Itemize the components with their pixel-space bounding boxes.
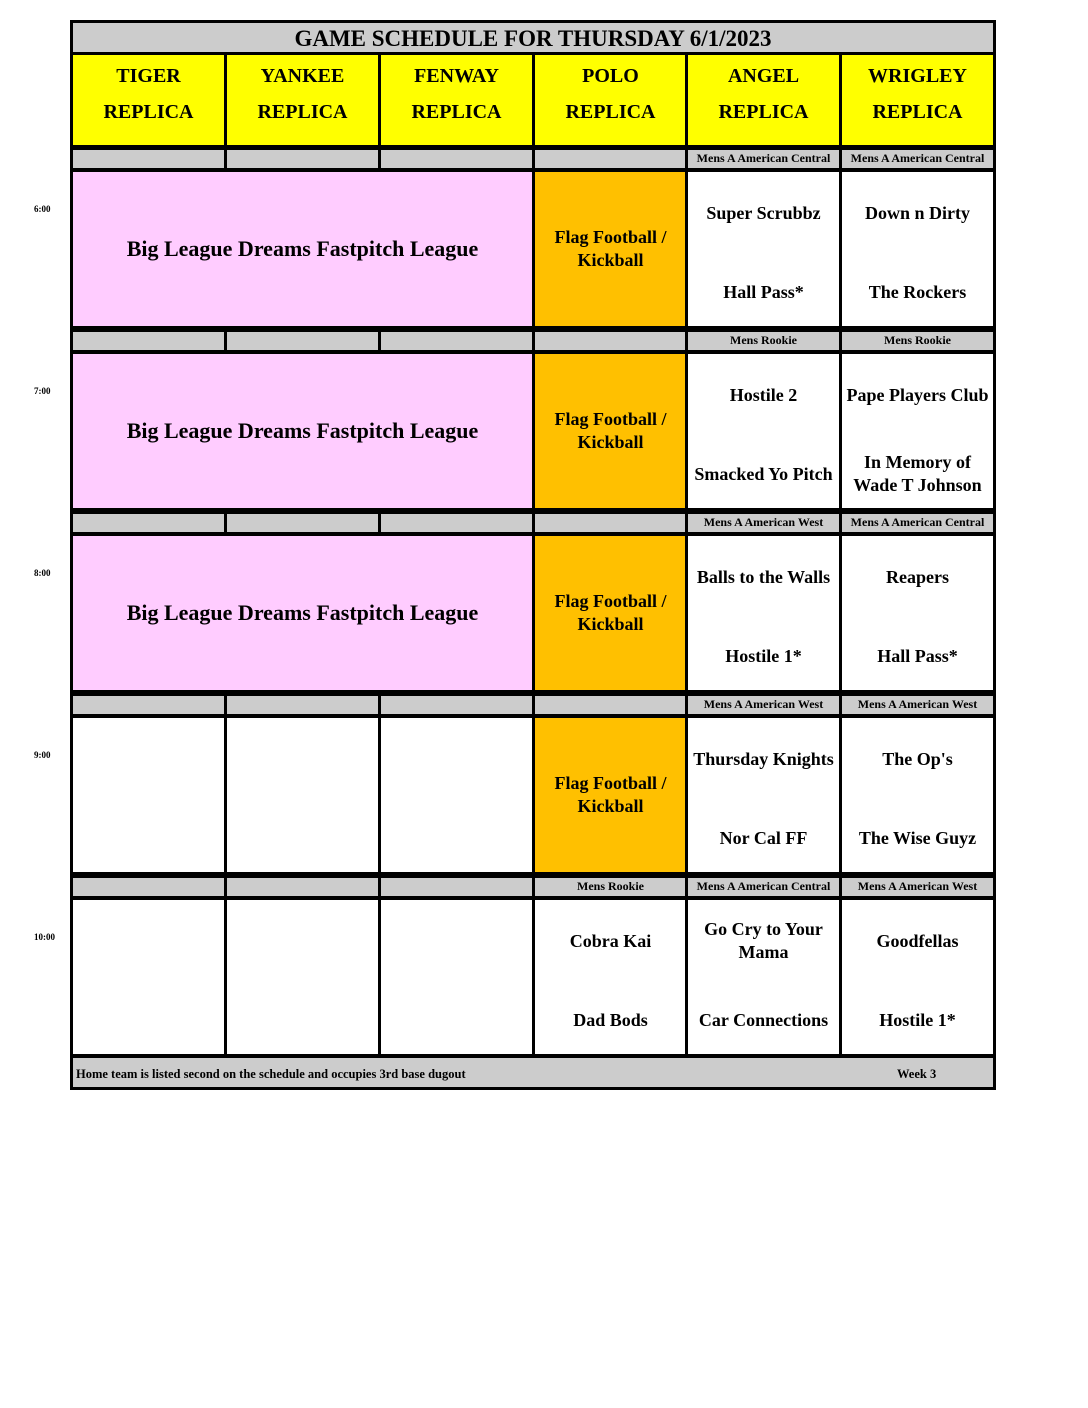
field-sub: REPLICA [718,101,809,123]
division-strip [70,329,227,353]
home-team: Hall Pass* [877,645,958,666]
home-team: Hall Pass* [723,281,804,302]
division-strip [70,875,227,899]
fastpitch-label: Big League Dreams Fastpitch League [126,600,479,625]
field-header-wrigley [839,52,996,148]
empty-slot [224,897,381,1057]
home-team: In Memory of Wade T Johnson [853,452,982,495]
time-label: 8:00 [34,568,51,578]
away-team: Down n Dirty [864,202,970,223]
fastpitch-label: Big League Dreams Fastpitch League [126,236,479,261]
flag-football-label: Flag Football / Kickball [554,773,667,816]
fastpitch-label: Big League Dreams Fastpitch League [126,418,479,443]
division-strip [532,147,689,171]
division-strip [224,511,381,535]
field-header-yankee [224,52,381,148]
home-team-note: Home team is listed second on the schedule and occupies 3rd base dugout [76,1067,466,1081]
game-angel [685,897,842,1057]
game-angel [685,715,842,875]
division-strip [70,147,227,171]
division-strip [532,329,689,353]
division-strip [378,693,535,717]
empty-slot [70,897,227,1057]
away-team: Super Scrubbz [706,202,821,223]
field-name: WRIGLEY [868,65,967,87]
away-team: Hostile 2 [729,384,798,405]
time-label: 6:00 [34,204,51,214]
division-strip [70,511,227,535]
away-team: Thursday Knights [693,748,834,769]
home-team: Car Connections [698,1009,829,1030]
fastpitch-block [70,169,535,329]
division-strip [70,693,227,717]
game-angel [685,533,842,693]
fastpitch-block [70,533,535,693]
field-name: ANGEL [727,65,800,87]
division-strip-wrigley: Mens Rookie [839,329,996,353]
home-team: The Rockers [868,281,967,302]
field-header-fenway [378,52,535,148]
home-team: Dad Bods [573,1009,648,1030]
division-strip [224,693,381,717]
division-strip [224,147,381,171]
division-strip [378,511,535,535]
flag-football-block [532,169,689,329]
flag-football-block [532,533,689,693]
division-strip [378,147,535,171]
away-team: Pape Players Club [846,384,989,405]
away-team: Goodfellas [876,930,959,951]
field-sub: REPLICA [257,101,348,123]
game-wrigley [839,351,996,511]
field-name: POLO [582,65,639,87]
flag-football-label: Flag Football / Kickball [554,227,667,270]
flag-football-label: Flag Football / Kickball [554,591,667,634]
division-strip-wrigley: Mens A American Central [839,147,996,171]
game-wrigley [839,169,996,329]
division-strip-wrigley: Mens A American West [839,693,996,717]
division-strip-wrigley: Mens A American Central [839,511,996,535]
home-team: Nor Cal FF [719,827,808,848]
time-label: 9:00 [34,750,51,760]
division-strip [378,875,535,899]
home-team: Smacked Yo Pitch [694,463,833,484]
schedule-footer [70,1055,996,1090]
field-name: YANKEE [260,65,345,87]
away-team: Cobra Kai [569,930,652,951]
field-sub: REPLICA [411,101,502,123]
field-sub: REPLICA [872,101,963,123]
empty-slot [70,715,227,875]
division-strip-angel: Mens A American West [685,511,842,535]
away-team: The Op's [882,748,953,769]
field-sub: REPLICA [565,101,656,123]
home-team: The Wise Guyz [858,827,977,848]
division-strip [378,329,535,353]
game-wrigley [839,897,996,1057]
home-team: Hostile 1* [725,645,802,666]
division-strip [532,511,689,535]
division-strip-polo: Mens Rookie [532,875,689,899]
field-name: TIGER [116,65,181,87]
away-team: Balls to the Walls [696,566,831,587]
flag-football-block [532,715,689,875]
game-wrigley [839,533,996,693]
game-wrigley [839,715,996,875]
flag-football-label: Flag Football / Kickball [554,409,667,452]
division-strip-angel: Mens Rookie [685,329,842,353]
field-name: FENWAY [414,65,499,87]
home-team: Hostile 1* [879,1009,956,1030]
game-polo [532,897,689,1057]
away-team: Reapers [886,566,949,587]
division-strip-angel: Mens A American Central [685,875,842,899]
time-label: 7:00 [34,386,51,396]
field-sub: REPLICA [103,101,194,123]
empty-slot [378,897,535,1057]
week-label: Week 3 [897,1067,937,1081]
fastpitch-block [70,351,535,511]
division-strip-angel: Mens A American West [685,693,842,717]
game-angel [685,169,842,329]
division-strip-wrigley: Mens A American West [839,875,996,899]
division-strip [224,875,381,899]
flag-football-block [532,351,689,511]
schedule-title: GAME SCHEDULE FOR THURSDAY 6/1/2023 [70,20,996,55]
division-strip-angel: Mens A American Central [685,147,842,171]
field-header-tiger [70,52,227,148]
game-angel [685,351,842,511]
division-strip [532,693,689,717]
empty-slot [378,715,535,875]
division-strip [224,329,381,353]
time-label: 10:00 [34,932,55,942]
field-header-angel [685,52,842,148]
empty-slot [224,715,381,875]
field-header-polo [532,52,689,148]
away-team: Go Cry to Your Mama [704,919,823,962]
